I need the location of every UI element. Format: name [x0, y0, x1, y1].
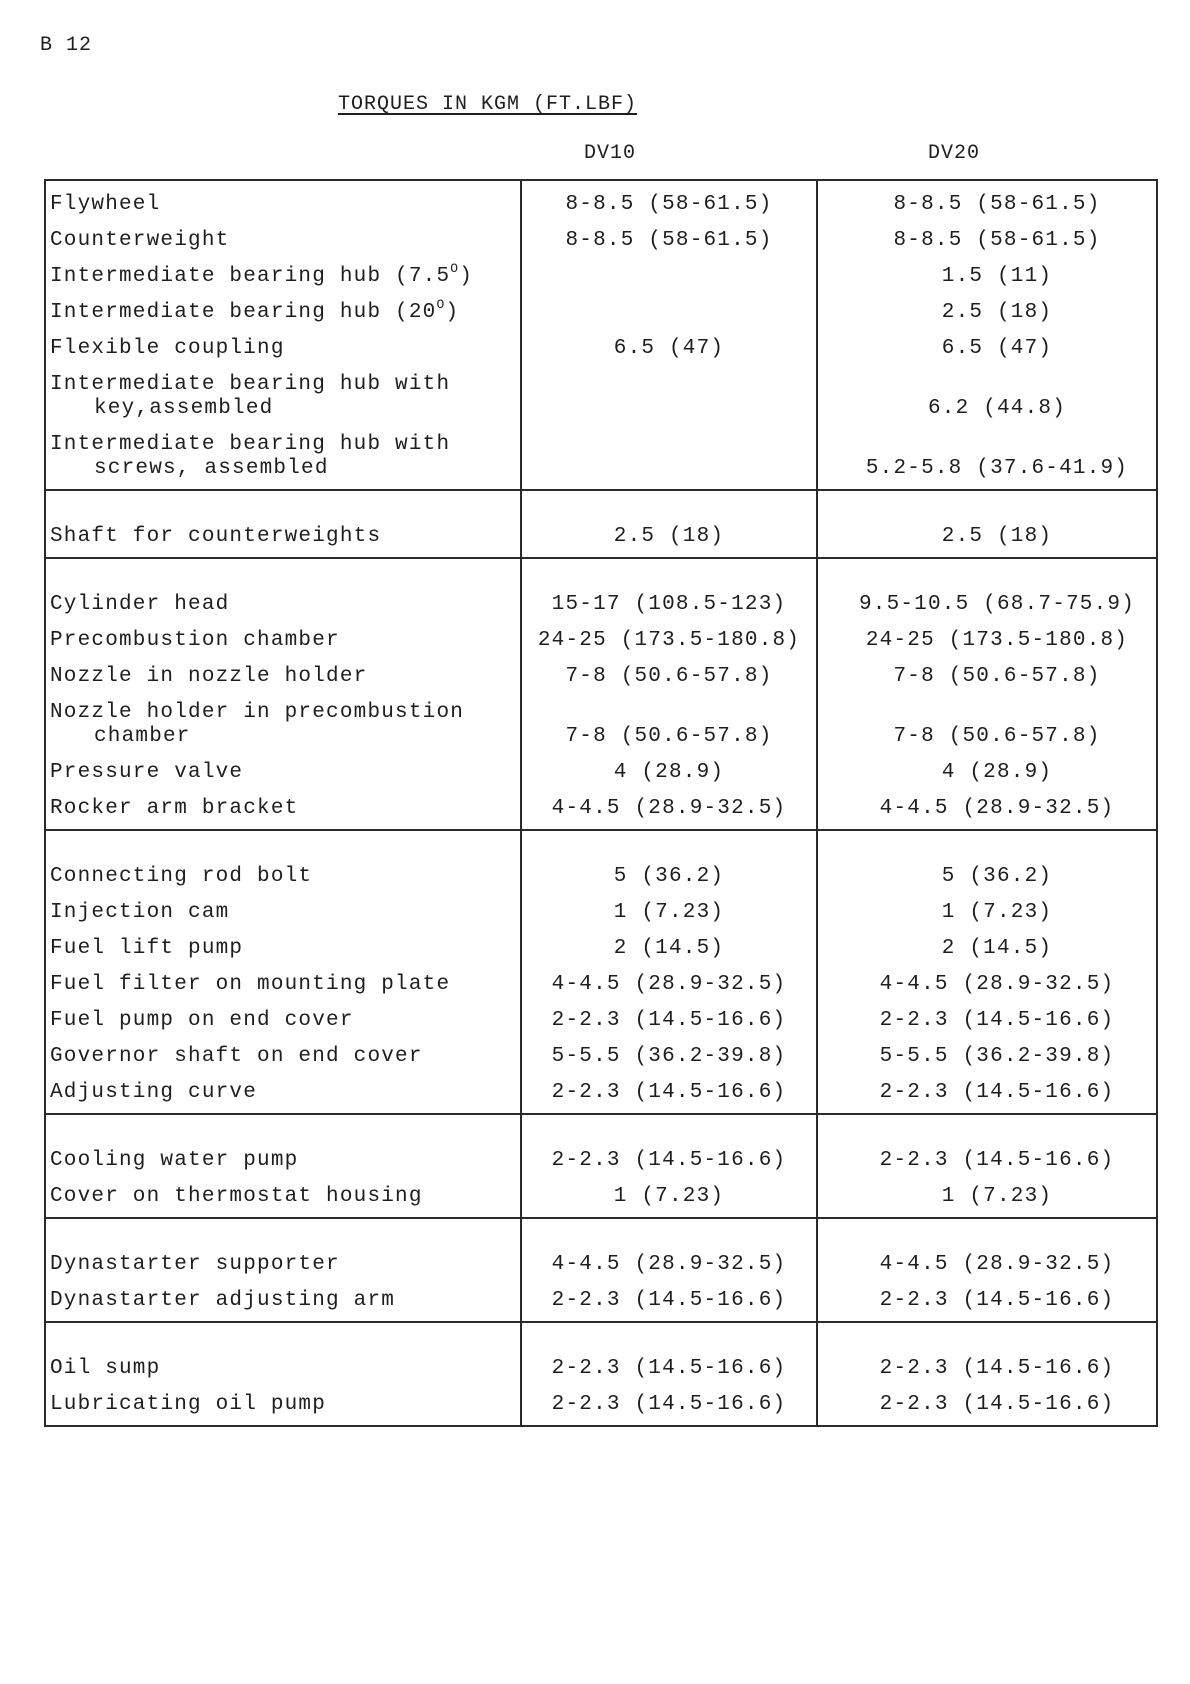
component-name-text: Intermediate bearing hub (7.5	[50, 265, 451, 288]
component-name	[45, 1033, 521, 1069]
component-name	[45, 1277, 521, 1313]
table-row	[45, 1137, 1157, 1173]
torque-value-dv20: 1.5 (11)	[817, 253, 1157, 289]
torque-value-dv20: 1 (7.23)	[817, 1173, 1157, 1209]
torque-value-dv20: 8-8.5 (58-61.5)	[817, 217, 1157, 253]
table-row	[45, 421, 1157, 481]
page-id: B 12	[40, 34, 93, 57]
table-row	[45, 1381, 1157, 1417]
torque-value-dv10: 4-4.5 (28.9-32.5)	[521, 785, 817, 821]
torque-value-dv20: 6.5 (47)	[817, 325, 1157, 361]
component-name-text: Cylinder head	[50, 593, 230, 616]
torque-value-dv20: 2-2.3 (14.5-16.6)	[817, 1069, 1157, 1105]
torque-value-dv10	[521, 361, 817, 421]
component-name	[45, 253, 521, 289]
component-name-text: Counterweight	[50, 229, 230, 252]
component-name	[45, 653, 521, 689]
component-name-line2: chamber	[94, 725, 191, 748]
component-name	[45, 961, 521, 997]
torque-value-dv20: 4-4.5 (28.9-32.5)	[817, 961, 1157, 997]
torque-value-dv20: 1 (7.23)	[817, 889, 1157, 925]
torque-value-dv10: 6.5 (47)	[521, 325, 817, 361]
component-name-text: Intermediate bearing hub (20	[50, 301, 437, 324]
table-row	[45, 253, 1157, 289]
component-name-text: Fuel pump on end cover	[50, 1009, 354, 1032]
torque-value-dv20: 5-5.5 (36.2-39.8)	[817, 1033, 1157, 1069]
torque-value-dv20: 6.2 (44.8)	[817, 361, 1157, 421]
table-row	[45, 925, 1157, 961]
component-name-text: Rocker arm bracket	[50, 797, 299, 820]
torque-value-dv10: 2 (14.5)	[521, 925, 817, 961]
torque-value-dv20: 2.5 (18)	[817, 513, 1157, 549]
table-row	[45, 997, 1157, 1033]
table-row	[45, 961, 1157, 997]
component-name-text: Lubricating oil pump	[50, 1393, 327, 1416]
torque-value-dv10	[521, 289, 817, 325]
component-name-text: Nozzle holder in precombustion	[50, 701, 465, 724]
component-name	[45, 325, 521, 361]
torque-value-dv10: 8-8.5 (58-61.5)	[521, 180, 817, 217]
torque-value-dv10: 2-2.3 (14.5-16.6)	[521, 1137, 817, 1173]
component-name	[45, 421, 521, 481]
torque-value-dv10: 5-5.5 (36.2-39.8)	[521, 1033, 817, 1069]
component-name	[45, 581, 521, 617]
torque-value-dv10: 4-4.5 (28.9-32.5)	[521, 1241, 817, 1277]
torque-value-dv20: 2-2.3 (14.5-16.6)	[817, 1277, 1157, 1313]
table-group	[45, 490, 1157, 558]
component-name	[45, 785, 521, 821]
component-name-text: Fuel filter on mounting plate	[50, 973, 451, 996]
torque-value-dv10	[521, 421, 817, 481]
table-row	[45, 1277, 1157, 1313]
component-name-end: )	[445, 301, 460, 324]
table-row	[45, 889, 1157, 925]
torque-value-dv10: 1 (7.23)	[521, 889, 817, 925]
torque-value-dv20: 7-8 (50.6-57.8)	[817, 689, 1157, 749]
degree-mark: O	[450, 261, 460, 276]
torque-value-dv10: 2-2.3 (14.5-16.6)	[521, 1069, 817, 1105]
component-name	[45, 1137, 521, 1173]
table-row	[45, 1345, 1157, 1381]
component-name-text: Cooling water pump	[50, 1149, 299, 1172]
torque-value-dv10: 2.5 (18)	[521, 513, 817, 549]
torque-value-dv10: 2-2.3 (14.5-16.6)	[521, 1345, 817, 1381]
table-row	[45, 217, 1157, 253]
torque-value-dv20: 2-2.3 (14.5-16.6)	[817, 997, 1157, 1033]
table-row	[45, 1173, 1157, 1209]
table-group	[45, 1114, 1157, 1218]
torque-value-dv20: 5 (36.2)	[817, 853, 1157, 889]
component-name	[45, 617, 521, 653]
torque-value-dv20: 2-2.3 (14.5-16.6)	[817, 1381, 1157, 1417]
component-name-text: Intermediate bearing hub with	[50, 373, 451, 396]
component-name-line2: screws, assembled	[94, 457, 329, 480]
torque-value-dv10: 2-2.3 (14.5-16.6)	[521, 997, 817, 1033]
torque-value-dv10: 2-2.3 (14.5-16.6)	[521, 1277, 817, 1313]
component-name	[45, 925, 521, 961]
column-header-dv10: DV10	[584, 142, 637, 165]
torque-value-dv20: 9.5-10.5 (68.7-75.9)	[817, 581, 1157, 617]
torque-value-dv10: 4-4.5 (28.9-32.5)	[521, 961, 817, 997]
table-row	[45, 1241, 1157, 1277]
torque-value-dv20: 4-4.5 (28.9-32.5)	[817, 785, 1157, 821]
torque-value-dv10: 15-17 (108.5-123)	[521, 581, 817, 617]
table-row	[45, 289, 1157, 325]
torque-value-dv10: 8-8.5 (58-61.5)	[521, 217, 817, 253]
component-name	[45, 513, 521, 549]
torque-value-dv10: 2-2.3 (14.5-16.6)	[521, 1381, 817, 1417]
table-row	[45, 785, 1157, 821]
torque-value-dv10: 5 (36.2)	[521, 853, 817, 889]
component-name	[45, 289, 521, 325]
component-name-text: Dynastarter adjusting arm	[50, 1289, 396, 1312]
table-group	[45, 1218, 1157, 1322]
torque-value-dv20: 4-4.5 (28.9-32.5)	[817, 1241, 1157, 1277]
torque-value-dv20: 2.5 (18)	[817, 289, 1157, 325]
table-row	[45, 180, 1157, 217]
torque-value-dv20: 8-8.5 (58-61.5)	[817, 180, 1157, 217]
page-title: TORQUES IN KGM (FT.LBF)	[338, 93, 638, 116]
component-name-text: Flywheel	[50, 193, 161, 216]
component-name-text: Governor shaft on end cover	[50, 1045, 423, 1068]
table-row	[45, 617, 1157, 653]
torque-value-dv10: 24-25 (173.5-180.8)	[521, 617, 817, 653]
table-row	[45, 653, 1157, 689]
torque-value-dv20: 4 (28.9)	[817, 749, 1157, 785]
component-name	[45, 853, 521, 889]
table-group	[45, 1322, 1157, 1426]
component-name-text: Fuel lift pump	[50, 937, 244, 960]
component-name	[45, 997, 521, 1033]
torque-value-dv20: 2 (14.5)	[817, 925, 1157, 961]
component-name-line2: key,assembled	[94, 397, 274, 420]
component-name-text: Connecting rod bolt	[50, 865, 313, 888]
component-name-text: Precombustion chamber	[50, 629, 340, 652]
torque-table	[44, 179, 1158, 1427]
component-name-text: Flexible coupling	[50, 337, 285, 360]
column-header-dv20: DV20	[928, 142, 981, 165]
table-row	[45, 1069, 1157, 1105]
component-name-text: Pressure valve	[50, 761, 244, 784]
table-row	[45, 853, 1157, 889]
table-group	[45, 180, 1157, 490]
degree-mark: O	[436, 297, 446, 312]
torque-value-dv20: 2-2.3 (14.5-16.6)	[817, 1345, 1157, 1381]
component-name	[45, 749, 521, 785]
table-row	[45, 361, 1157, 421]
component-name-text: Injection cam	[50, 901, 230, 924]
component-name-text: Cover on thermostat housing	[50, 1185, 423, 1208]
table-row	[45, 1033, 1157, 1069]
table-group	[45, 830, 1157, 1114]
component-name-text: Nozzle in nozzle holder	[50, 665, 368, 688]
torque-value-dv20: 7-8 (50.6-57.8)	[817, 653, 1157, 689]
torque-value-dv10: 1 (7.23)	[521, 1173, 817, 1209]
component-name	[45, 1241, 521, 1277]
torque-value-dv20: 5.2-5.8 (37.6-41.9)	[817, 421, 1157, 481]
table-row	[45, 513, 1157, 549]
table-row	[45, 689, 1157, 749]
component-name-text: Oil sump	[50, 1357, 161, 1380]
component-name-end: )	[459, 265, 474, 288]
torque-value-dv10	[521, 253, 817, 289]
torque-value-dv20: 24-25 (173.5-180.8)	[817, 617, 1157, 653]
table-group	[45, 558, 1157, 830]
component-name	[45, 1345, 521, 1381]
table-row	[45, 749, 1157, 785]
component-name	[45, 217, 521, 253]
torque-value-dv10: 4 (28.9)	[521, 749, 817, 785]
component-name	[45, 180, 521, 217]
component-name	[45, 361, 521, 421]
component-name-text: Intermediate bearing hub with	[50, 433, 451, 456]
component-name	[45, 689, 521, 749]
component-name-text: Dynastarter supporter	[50, 1253, 340, 1276]
component-name	[45, 1173, 521, 1209]
component-name	[45, 1381, 521, 1417]
table-row	[45, 581, 1157, 617]
component-name-text: Adjusting curve	[50, 1081, 258, 1104]
torque-value-dv10: 7-8 (50.6-57.8)	[521, 653, 817, 689]
component-name	[45, 1069, 521, 1105]
table-row	[45, 325, 1157, 361]
component-name-text: Shaft for counterweights	[50, 525, 382, 548]
torque-value-dv20: 2-2.3 (14.5-16.6)	[817, 1137, 1157, 1173]
torque-value-dv10: 7-8 (50.6-57.8)	[521, 689, 817, 749]
component-name	[45, 889, 521, 925]
